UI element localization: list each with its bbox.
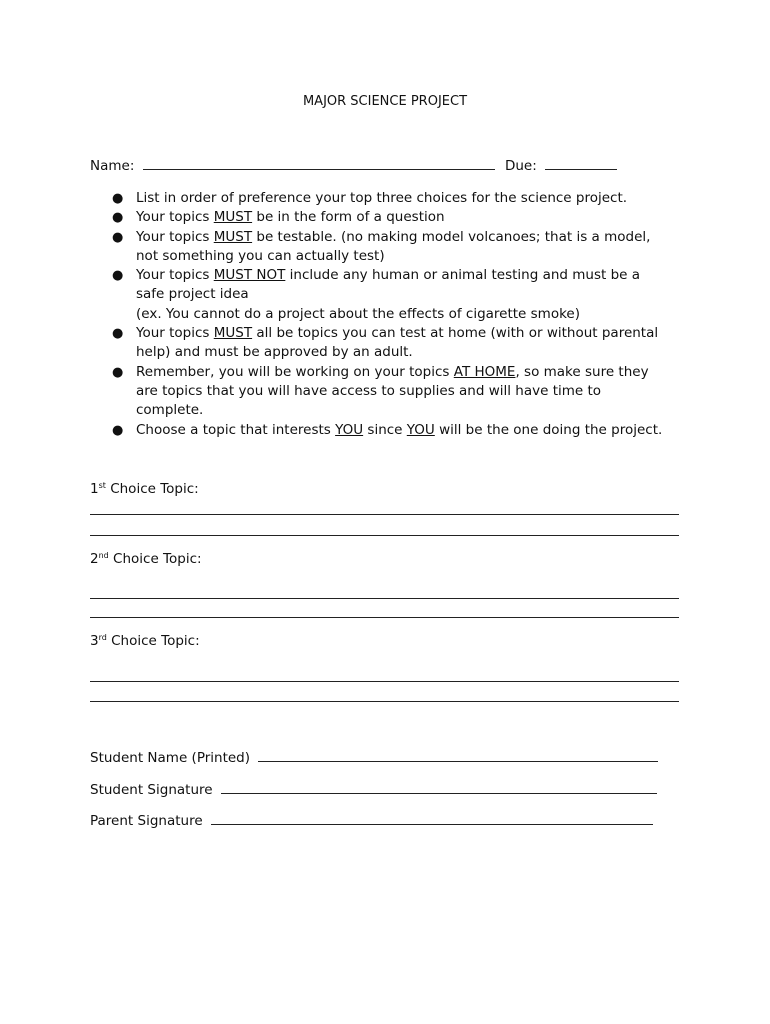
requirement-item [112, 208, 712, 227]
choice-1-line-1 [90, 514, 679, 515]
requirement-item [112, 363, 712, 421]
choice-1-suffix: st [98, 481, 106, 490]
requirement-item [112, 266, 712, 324]
requirement-text: complete. [136, 402, 204, 419]
requirement-text: Choose a topic that interests [136, 421, 336, 438]
parent-signature-row [90, 812, 653, 829]
emphasis-text: MUST [213, 325, 253, 342]
requirement-text: safe project idea [136, 286, 249, 303]
requirement-line [136, 266, 712, 285]
requirement-text: List in order of preference your top three choices for the science project. [136, 190, 628, 206]
requirement-text: are topics that you will have access to supplies and will have time to [136, 382, 602, 399]
requirement-text: Your topics [136, 228, 214, 245]
requirement-line [136, 401, 712, 420]
emphasis-text: MUST [213, 228, 253, 245]
student-name-label: Student Name (Printed) [90, 750, 251, 766]
requirement-item [112, 189, 712, 208]
emphasis-text: AT HOME [453, 363, 516, 380]
page-title: MAJOR SCIENCE PROJECT [302, 94, 468, 109]
bullet-icon: ● [112, 210, 124, 226]
requirement-line [136, 343, 712, 362]
requirement-line [136, 208, 712, 227]
bullet-icon: ● [112, 326, 124, 342]
requirement-text: Your topics [136, 267, 214, 284]
choice-3-suffix: rd [98, 633, 107, 642]
requirements-list [112, 189, 712, 440]
choice-2-line-2 [90, 617, 679, 618]
requirement-line [136, 285, 712, 304]
due-blank [545, 157, 617, 170]
name-label: Name: [90, 158, 135, 174]
requirement-text: all be topics you can test at home (with or without parental [252, 325, 659, 342]
emphasis-text: MUST [213, 209, 253, 226]
parent-signature-blank [211, 812, 653, 825]
bullet-icon: ● [112, 191, 124, 206]
emphasis-text: YOU [406, 421, 435, 438]
requirement-line [136, 363, 712, 382]
student-signature-blank [221, 781, 657, 794]
choice-1-label [90, 481, 199, 497]
requirement-line [136, 305, 712, 324]
requirement-text: will be the one doing the project. [434, 421, 663, 438]
choice-2-line-1 [90, 598, 679, 599]
requirement-line [136, 228, 712, 247]
choice-2-suffix: nd [98, 551, 109, 560]
requirement-line [136, 421, 712, 440]
requirement-text: Remember, you will be working on your topics [136, 363, 454, 380]
bullet-icon: ● [112, 422, 124, 438]
name-blank [143, 157, 495, 170]
requirement-text: include any human or animal testing and must be a [285, 267, 641, 284]
student-name-row [90, 749, 658, 766]
choice-3-line-1 [90, 681, 679, 682]
bullet-icon: ● [112, 229, 124, 245]
parent-signature-label: Parent Signature [90, 813, 203, 829]
choice-3-line-2 [90, 701, 679, 702]
emphasis-text: YOU [335, 421, 364, 438]
emphasis-text: MUST NOT [213, 267, 286, 284]
requirement-text: , so make sure they [515, 363, 649, 380]
requirement-item [112, 421, 712, 440]
requirement-text: help) and must be approved by an adult. [136, 344, 413, 361]
choice-1-text: Choice Topic: [110, 481, 199, 497]
requirement-item [112, 324, 712, 363]
choice-2-number: 2 [90, 551, 99, 567]
choice-3-text: Choice Topic: [111, 633, 200, 649]
requirement-text: be in the form of a question [252, 209, 445, 226]
choice-1-line-2 [90, 535, 679, 536]
name-due-row [90, 157, 617, 174]
requirement-line [136, 324, 712, 343]
requirement-text: Your topics [136, 209, 214, 226]
student-name-blank [258, 749, 658, 762]
requirement-text: since [363, 421, 407, 438]
bullet-icon: ● [112, 268, 124, 284]
requirement-line [136, 247, 712, 266]
requirement-line [136, 382, 712, 401]
student-signature-label: Student Signature [90, 782, 213, 798]
choice-3-number: 3 [90, 633, 99, 649]
student-signature-row [90, 781, 657, 798]
choice-2-text: Choice Topic: [113, 551, 202, 567]
requirement-text: Your topics [136, 325, 214, 342]
requirement-line [136, 189, 712, 208]
requirement-text: not something you can actually test) [136, 247, 385, 264]
requirement-item [112, 228, 712, 267]
choice-2-label [90, 551, 202, 567]
requirement-text: be testable. (no making model volcanoes; that is a model, [252, 228, 651, 245]
choice-1-number: 1 [90, 481, 99, 497]
requirement-text: (ex. You cannot do a project about the effects of cigarette smoke) [136, 305, 581, 322]
due-label: Due: [504, 158, 537, 174]
bullet-icon: ● [112, 364, 124, 380]
choice-3-label [90, 633, 200, 649]
